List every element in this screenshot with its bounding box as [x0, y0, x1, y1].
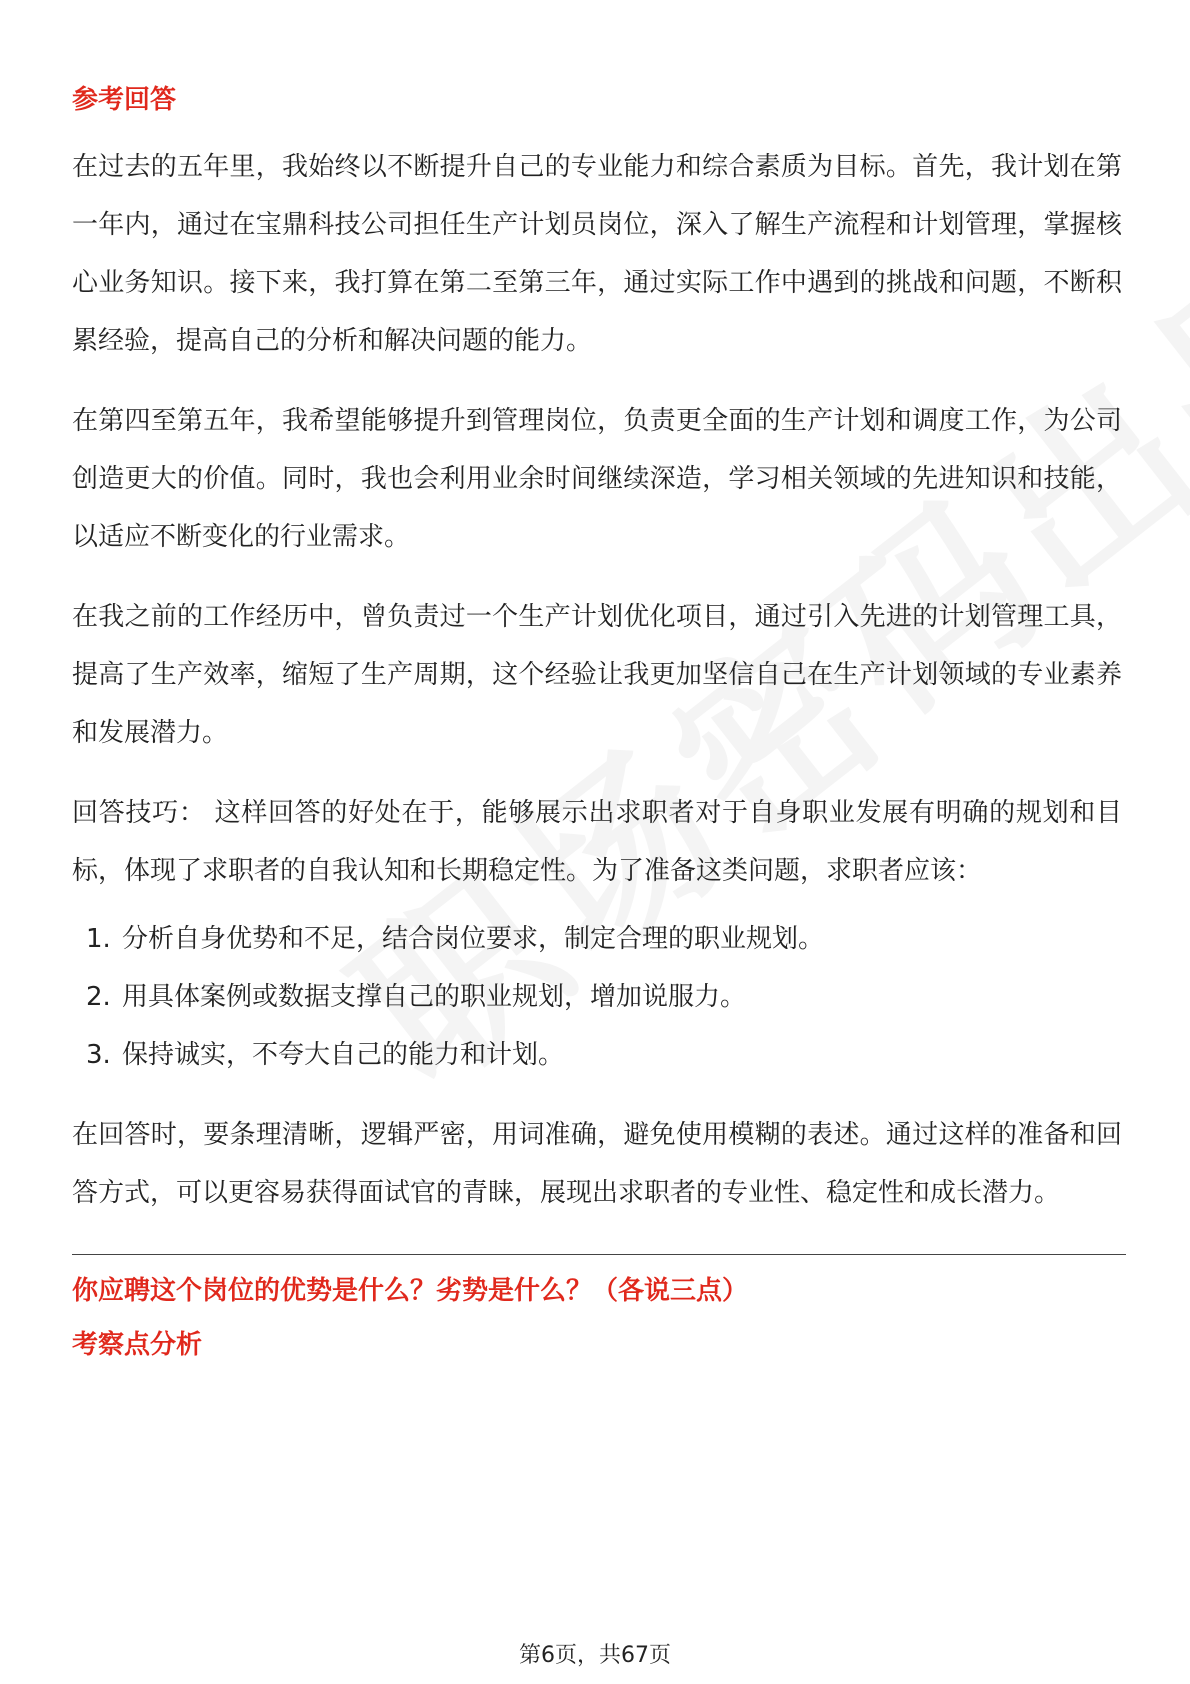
- answer-paragraph-1: 在过去的五年里，我始终以不断提升自己的专业能力和综合素质为目标。首先，我计划在第一年内，通过在宝鼎科技公司担任生产计划员岗位，深入了解生产流程和计划管理，掌握核心业务知识。接下来，我打算在第二至第三年，通过实际工作中遇到的挑战和问题，不断积累经验，提高自己的分析和解决问题的能力。: [72, 152, 1122, 356]
- answer-paragraph-2: 在第四至第五年，我希望能够提升到管理岗位，负责更全面的生产计划和调度工作，为公司创造更大的价值。同时，我也会利用业余时间继续深造，学习相关领域的先进知识和技能，以适应不断变化的行业需求。: [72, 406, 1122, 552]
- answer-paragraph-3: 在我之前的工作经历中，曾负责过一个生产计划优化项目，通过引入先进的计划管理工具，提高了生产效率，缩短了生产周期，这个经验让我更加坚信自己在生产计划领域的专业素养和发展潜力。: [72, 602, 1122, 748]
- section-title: 参考回答: [72, 85, 177, 115]
- list-item: [72, 1026, 1122, 1084]
- list-item-number: 3.: [86, 1040, 111, 1070]
- list-item-text: 用具体案例或数据支撑自己的职业规划，增加说服力。: [122, 982, 747, 1012]
- list-item-number: 1.: [86, 924, 111, 954]
- tips-intro-paragraph: 回答技巧： 这样回答的好处在于，能够展示出求职者对于自身职业发展有明确的规划和目标，体现了求职者的自我认知和长期稳定性。为了准备这类问题，求职者应该：: [72, 798, 1122, 886]
- list-item-text: 保持诚实，不夸大自己的能力和计划。: [122, 1040, 565, 1070]
- list-item: [72, 910, 1122, 968]
- next-question-title: 你应聘这个岗位的优势是什么？劣势是什么？（各说三点）: [72, 1276, 749, 1306]
- tips-list: [72, 910, 1122, 1084]
- closing-paragraph: 在回答时，要条理清晰，逻辑严密，用词准确，避免使用模糊的表述。通过这样的准备和回答方式，可以更容易获得面试官的青睐，展现出求职者的专业性、稳定性和成长潜力。: [72, 1120, 1122, 1208]
- list-item-text: 分析自身优势和不足，结合岗位要求，制定合理的职业规划。: [122, 924, 825, 954]
- next-question-subtitle: 考察点分析: [72, 1330, 203, 1360]
- list-item-number: 2.: [86, 982, 111, 1012]
- page-content: [72, 78, 1122, 1367]
- page-number-footer: 第6页，共67页: [519, 1643, 671, 1668]
- list-item: [72, 968, 1122, 1026]
